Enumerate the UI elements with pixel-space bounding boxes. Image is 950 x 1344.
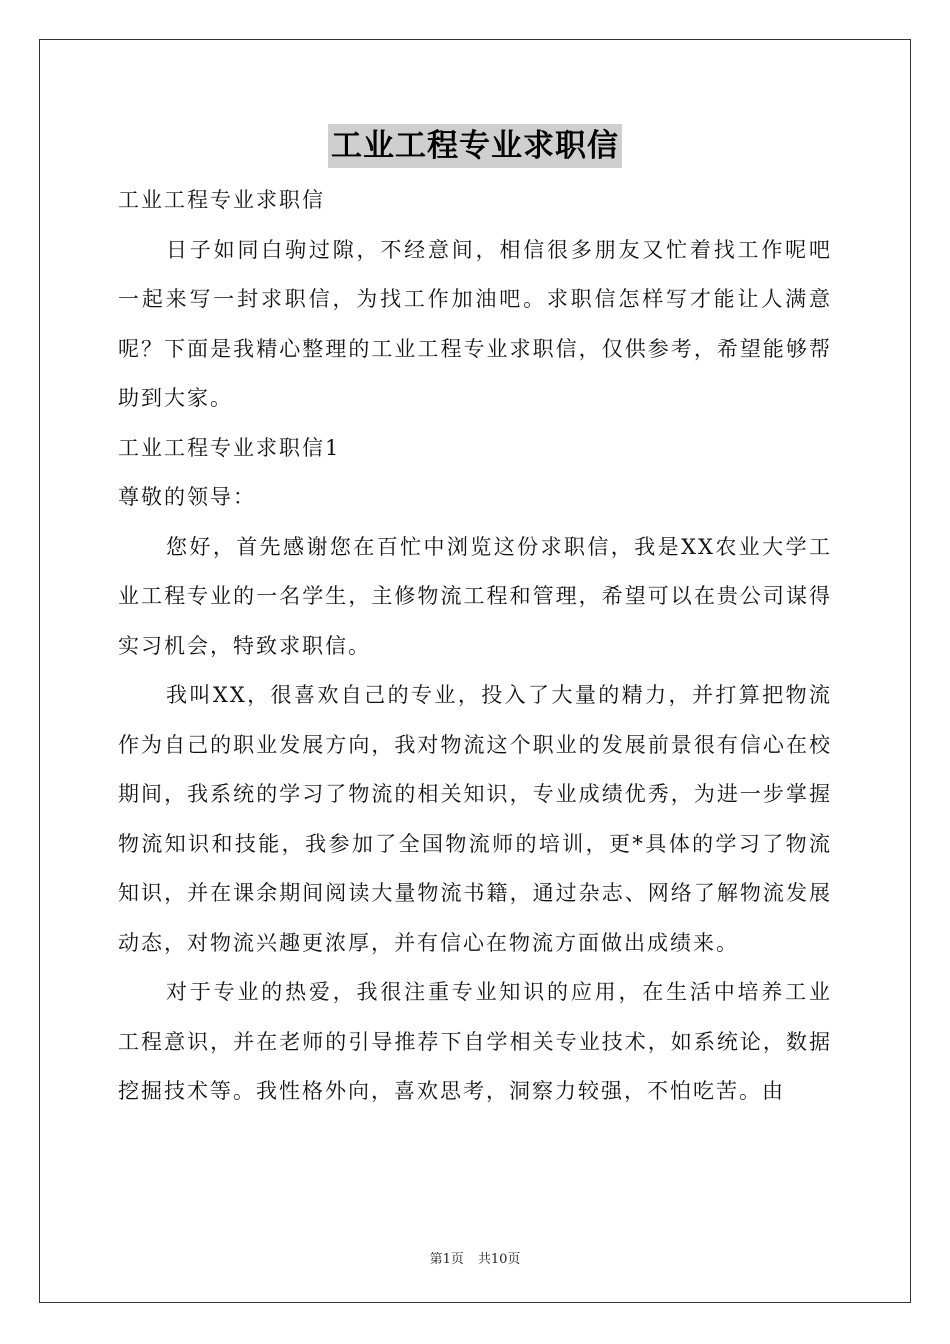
subtitle-line: 工业工程专业求职信 [118,188,325,212]
body-paragraph-self-intro: 我叫XX，很喜欢自己的专业，投入了大量的精力，并打算把物流作为自己的职业发展方向，我对物流这个职业的发展前景很有信心在校期间，我系统的学习了物流的相关知识，专业成绩优秀，为进一步掌握物流知识和技能，我参加了全国物流师的培训，更*具体的学习了物流知识，并在课余期间阅读大量物流书籍，通过杂志、网络了解物流发展动态，对物流兴趣更浓厚，并有信心在物流方面做出成绩来。 [118,683,832,955]
page-number-current: 第1页 [429,1252,464,1267]
page-footer [0,1248,950,1267]
body-paragraph-greeting: 您好，首先感谢您在百忙中浏览这份求职信，我是XX农业大学工业工程专业的一名学生，主修物流工程和管理，希望可以在贵公司谋得实习机会，特致求职信。 [118,534,832,658]
page-number-total: 共10页 [477,1252,521,1267]
intro-paragraph: 日子如同白驹过隙，不经意间，相信很多朋友又忙着找工作呢吧一起来写一封求职信，为找工作加油吧。求职信怎样写才能让人满意呢？下面是我精心整理的工业工程专业求职信，仅供参考，希望能够帮助到大家。 [118,237,832,410]
document-body [118,176,832,1117]
body-paragraph-skills: 对于专业的热爱，我很注重专业知识的应用，在生活中培养工业工程意识，并在老师的引导推荐下自学相关专业技术，如系统论，数据挖掘技术等。我性格外向，喜欢思考，洞察力较强，不怕吃苦。由 [118,980,832,1103]
section-heading: 工业工程专业求职信1 [118,435,341,460]
salutation: 尊敬的领导： [118,485,256,509]
document-title-wrapper [0,124,950,168]
document-title: 工业工程专业求职信 [328,124,622,168]
